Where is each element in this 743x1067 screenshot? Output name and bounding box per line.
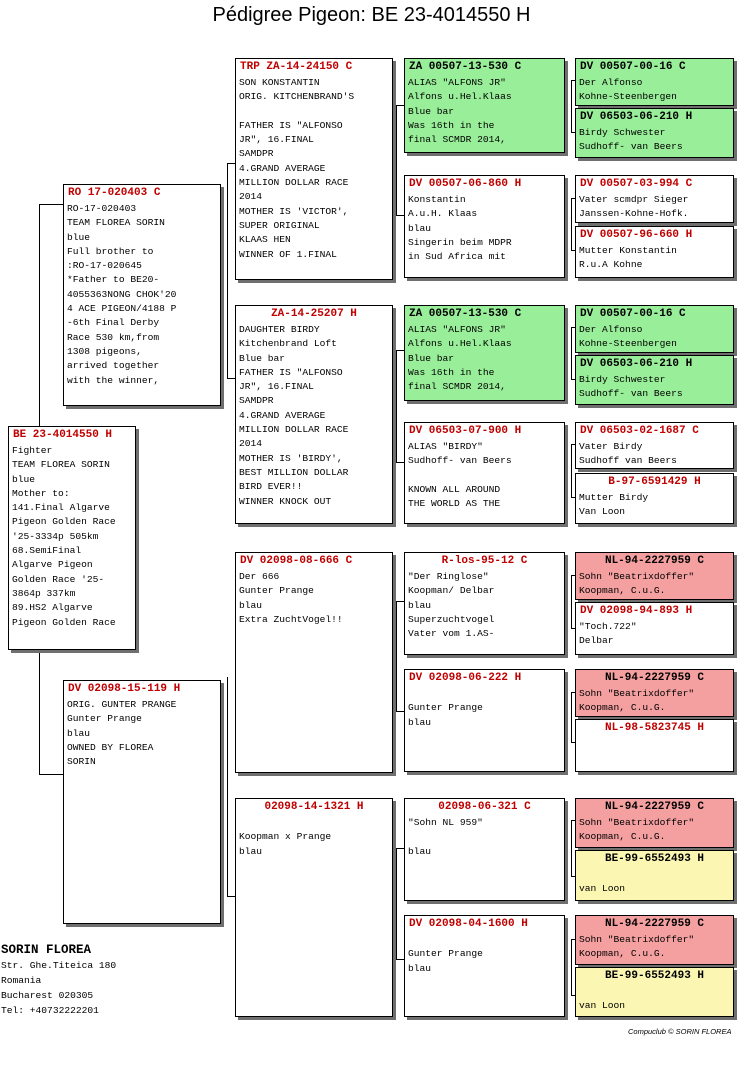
owner-name: SORIN FLOREA xyxy=(1,943,92,957)
connector-line xyxy=(396,848,397,959)
ring-number: 02098-06-321 C xyxy=(438,801,531,813)
ring-number: DV 00507-00-16 C xyxy=(580,308,686,320)
pedigree-card-subject[interactable] xyxy=(8,426,136,650)
ring-number: DV 02098-08-666 C xyxy=(240,555,353,567)
pedigree-card-gggp-9[interactable] xyxy=(575,552,734,600)
pedigree-card-granddam-paternal[interactable] xyxy=(235,305,393,524)
pedigree-card-ggp-8[interactable] xyxy=(404,915,565,1017)
pedigree-card-gggp-12[interactable] xyxy=(575,719,734,772)
ring-number: B-97-6591429 H xyxy=(608,476,701,488)
connector-line xyxy=(227,163,235,164)
pedigree-card-gggp-7[interactable] xyxy=(575,422,734,469)
connector-line xyxy=(571,327,572,379)
card-details: Der Alfonso Kohne-Steenbergen xyxy=(579,77,677,103)
footer-credit: Compuclub © SORIN FLOREA xyxy=(628,1027,732,1036)
connector-line xyxy=(227,677,228,896)
card-details: van Loon xyxy=(579,883,626,895)
ring-number: ZA-14-25207 H xyxy=(271,308,357,320)
ring-number: DV 00507-06-860 H xyxy=(409,178,522,190)
pedigree-card-ggp-3[interactable] xyxy=(404,305,565,401)
ring-number: NL-94-2227959 C xyxy=(604,918,705,930)
card-details: Der Alfonso Kohne-Steenbergen xyxy=(579,324,677,350)
ring-number: DV 02098-04-1600 H xyxy=(409,918,528,930)
pedigree-card-dam[interactable] xyxy=(63,680,221,924)
pedigree-card-gggp-15[interactable] xyxy=(575,915,734,965)
ring-number: NL-94-2227959 C xyxy=(604,555,705,567)
connector-line xyxy=(227,378,235,379)
owner-street: Str. Ghe.Titeica 180 xyxy=(1,960,117,971)
card-details: Konstantin A.u.H. Klaas blau Singerin beim MDPR in Sud Africa mit xyxy=(408,194,512,263)
card-details: "Toch.722" Delbar xyxy=(579,621,637,647)
card-details: Koopman x Prange blau xyxy=(239,831,332,857)
card-details: Mutter Birdy Van Loon xyxy=(579,492,649,518)
card-details: Vater Birdy Sudhoff van Beers xyxy=(579,441,677,467)
connector-line xyxy=(39,204,63,205)
ring-number: NL-98-5823745 H xyxy=(604,722,705,734)
ring-number: ZA 00507-13-530 C xyxy=(409,61,522,73)
card-details: Sohn "Beatrixdoffer" Koopman, C.u.G. xyxy=(579,688,695,714)
pedigree-card-gggp-16[interactable] xyxy=(575,967,734,1017)
card-details: "Sohn NL 959" blau xyxy=(408,817,483,857)
connector-line xyxy=(571,575,572,628)
ring-number: DV 06503-02-1687 C xyxy=(580,425,699,437)
connector-line xyxy=(571,198,572,250)
card-details: Sohn "Beatrixdoffer" Koopman, C.u.G. xyxy=(579,571,695,597)
pedigree-card-ggp-6[interactable] xyxy=(404,669,565,772)
card-details: Sohn "Beatrixdoffer" Koopman, C.u.G. xyxy=(579,934,695,960)
ring-number: 02098-14-1321 H xyxy=(264,801,364,813)
card-details: ALIAS "ALFONS JR" Alfons u.Hel.Klaas Blue bar Was 16th in the final SCMDR 2014, xyxy=(408,324,512,393)
ring-number: DV 02098-94-893 H xyxy=(580,605,693,617)
ring-number: DV 00507-03-994 C xyxy=(580,178,693,190)
connector-line xyxy=(39,204,40,426)
pedigree-card-grandsire-paternal[interactable] xyxy=(235,58,393,280)
pedigree-card-ggp-2[interactable] xyxy=(404,175,565,278)
pedigree-card-granddam-maternal[interactable] xyxy=(235,798,393,1017)
card-details: Birdy Schwester Sudhoff- van Beers xyxy=(579,374,683,400)
card-details: Birdy Schwester Sudhoff- van Beers xyxy=(579,127,683,153)
connector-line xyxy=(571,692,572,742)
pedigree-card-gggp-5[interactable] xyxy=(575,305,734,353)
pedigree-card-sire[interactable] xyxy=(63,184,221,406)
pedigree-card-gggp-8[interactable] xyxy=(575,473,734,524)
ring-number: RO 17-020403 C xyxy=(68,187,161,199)
card-details: Mutter Konstantin R.u.A Kohne xyxy=(579,245,677,271)
pedigree-card-gggp-2[interactable] xyxy=(575,108,734,158)
connector-line xyxy=(396,350,404,351)
pedigree-card-gggp-14[interactable] xyxy=(575,850,734,901)
connector-line xyxy=(396,350,397,462)
ring-number: ZA 00507-13-530 C xyxy=(409,308,522,320)
card-details: Vater scmdpr Sieger Janssen-Kohne-Hofk. xyxy=(579,194,689,220)
connector-line xyxy=(571,80,572,132)
pedigree-card-ggp-5[interactable] xyxy=(404,552,565,655)
connector-line xyxy=(396,105,404,106)
card-details: Fighter TEAM FLOREA SORIN blue Mother to: 141.Final Algarve Pigeon Golden Race '25-3334p 505km 68.SemiFinal Algarve Pigeon Golden Race '25- 3864p 337km 89.HS2 Algarve Pigeon Golden Race xyxy=(12,445,116,628)
ring-number: DV 02098-15-119 H xyxy=(68,683,181,695)
card-details: ALIAS "ALFONS JR" Alfons u.Hel.Klaas Blue bar Was 16th in the final SCMDR 2014, xyxy=(408,77,512,146)
connector-line xyxy=(39,650,40,774)
connector-line xyxy=(396,462,404,463)
pedigree-card-gggp-3[interactable] xyxy=(575,175,734,223)
owner-phone: Tel: +40732222201 xyxy=(1,1005,99,1016)
card-details: Der 666 Gunter Prange blau Extra ZuchtVogel!! xyxy=(239,571,343,625)
ring-number: DV 02098-06-222 H xyxy=(409,672,522,684)
connector-line xyxy=(396,848,404,849)
ring-number: NL-94-2227959 C xyxy=(604,801,705,813)
connector-line xyxy=(396,215,404,216)
card-details xyxy=(576,735,733,737)
owner-info xyxy=(1,942,116,1018)
card-details: Sohn "Beatrixdoffer" Koopman, C.u.G. xyxy=(579,817,695,843)
card-details: ALIAS "BIRDY" Sudhoff- van Beers KNOWN ALL AROUND THE WORLD AS THE xyxy=(408,441,512,510)
card-details: Gunter Prange blau xyxy=(408,948,483,974)
pedigree-card-gggp-4[interactable] xyxy=(575,226,734,278)
card-details: SON KONSTANTIN ORIG. KITCHENBRAND'S FATHER IS "ALFONSO JR", 16.FINAL SAMDPR 4.GRAND AVERAGE MILLION DOLLAR RACE 2014 MOTHER IS 'VICTOR', SUPER ORIGINAL KLAAS HEN WINNER OF 1.FINAL xyxy=(239,77,355,260)
card-details: DAUGHTER BIRDY Kitchenbrand Loft Blue bar FATHER IS "ALFONSO JR", 16.FINAL SAMDPR 4.GRAND AVERAGE MILLION DOLLAR RACE 2014 MOTHER IS 'BIRDY', BEST MILLION DOLLAR BIRD EVER!! WINNER KNOCK OUT xyxy=(239,324,349,507)
ring-number: DV 00507-96-660 H xyxy=(580,229,693,241)
connector-line xyxy=(227,163,228,378)
ring-number: TRP ZA-14-24150 C xyxy=(240,61,353,73)
connector-line xyxy=(396,601,404,602)
pedigree-card-gggp-10[interactable] xyxy=(575,602,734,655)
page-title: Pédigree Pigeon: BE 23-4014550 H xyxy=(212,4,531,26)
ring-number: DV 06503-06-210 H xyxy=(580,111,693,123)
card-details: RO-17-020403 TEAM FLOREA SORIN blue Full brother to :RO-17-020645 *Father to BE20- 4055363NONG CHOK'20 4 ACE PIGEON/4188 P -6th Final Derby Race 530 km,from 1308 pigeons, arrived together with the winner, xyxy=(67,203,177,386)
pedigree-card-ggp-4[interactable] xyxy=(404,422,565,524)
connector-line xyxy=(571,939,572,995)
ring-number: R-los-95-12 C xyxy=(441,555,528,567)
pedigree-card-ggp-7[interactable] xyxy=(404,798,565,901)
connector-line xyxy=(39,774,63,775)
pedigree-card-gggp-1[interactable] xyxy=(575,58,734,106)
pedigree-card-ggp-1[interactable] xyxy=(404,58,565,153)
pedigree-card-gggp-11[interactable] xyxy=(575,669,734,717)
pedigree-card-gggp-13[interactable] xyxy=(575,798,734,848)
owner-country: Romania xyxy=(1,975,42,986)
ring-number: BE-99-6552493 H xyxy=(604,970,705,982)
ring-number: BE 23-4014550 H xyxy=(13,429,113,441)
pedigree-card-grandsire-maternal[interactable] xyxy=(235,552,393,773)
ring-number: DV 06503-07-900 H xyxy=(409,425,522,437)
owner-city: Bucharest 020305 xyxy=(1,990,94,1001)
connector-line xyxy=(396,601,397,711)
card-details: Gunter Prange blau xyxy=(408,702,483,728)
ring-number: DV 00507-00-16 C xyxy=(580,61,686,73)
connector-line xyxy=(571,820,572,876)
connector-line xyxy=(396,959,404,960)
ring-number: NL-94-2227959 C xyxy=(604,672,705,684)
card-details: van Loon xyxy=(579,1000,626,1012)
ring-number: BE-99-6552493 H xyxy=(604,853,705,865)
card-details: ORIG. GUNTER PRANGE Gunter Prange blau OWNED BY FLOREA SORIN xyxy=(67,699,177,768)
connector-line xyxy=(571,444,572,497)
connector-line xyxy=(396,105,397,215)
pedigree-card-gggp-6[interactable] xyxy=(575,355,734,405)
card-details: "Der Ringlose" Koopman/ Delbar blau Superzuchtvogel Vater vom 1.AS- xyxy=(408,571,495,640)
ring-number: DV 06503-06-210 H xyxy=(580,358,693,370)
connector-line xyxy=(227,896,235,897)
connector-line xyxy=(396,711,404,712)
